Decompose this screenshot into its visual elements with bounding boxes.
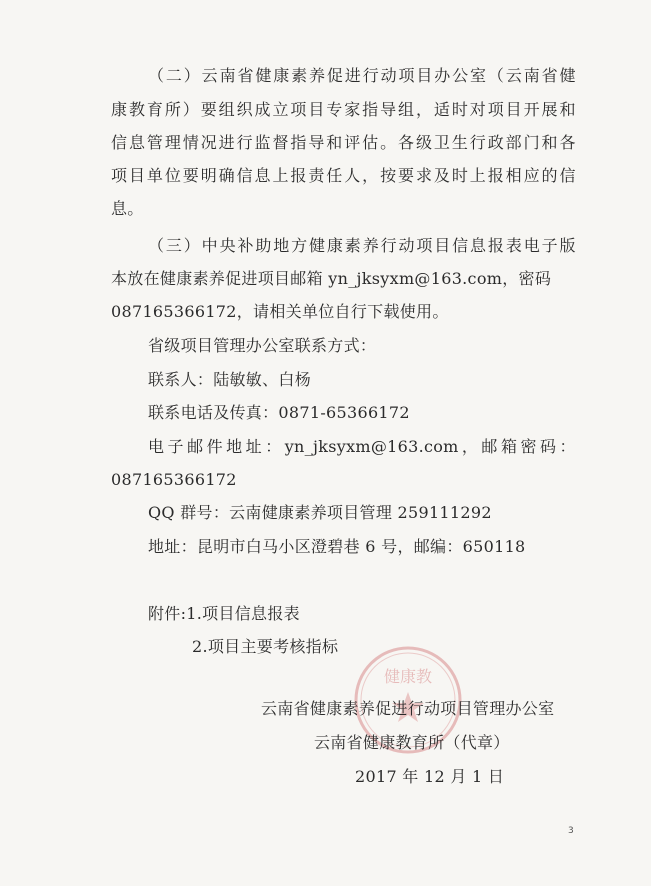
contact-phone: 联系电话及传真：0871-65366172 [148,403,410,422]
attachment-item-2: 2.项目主要考核指标 [192,637,339,656]
stamp-text: 健康教 [383,667,433,686]
paragraph-2-line-3: 信 息 管 理 情 况 进 行 监 督 指 导 和 评 估 。 各 级 卫 生 行 政 部 门 和 各 [111,133,576,152]
paragraph-2-line-2: 康 教 育 所 ） 要 组 织 成 立 项 目 专 家 指 导 组 ， 适 时 对 项 目 开 展 和 [111,100,576,119]
paragraph-2-line-1: （ 二 ） 云 南 省 健 康 素 养 促 进 行 动 项 目 办 公 室 （ 云 南 省 健 [148,66,576,85]
contact-address: 地址：昆明市白马小区澄碧巷 6 号，邮编：650118 [148,537,526,556]
paragraph-2-line-5: 息。 [111,199,144,218]
page-number: 3 [568,826,574,836]
signature-org-2: 云南省健康教育所（代章） [314,733,510,752]
contact-email-password: 087165366172 [111,470,237,489]
attachment-item-1: 附件:1.项目信息报表 [148,604,300,623]
contact-person: 联系人：陆敏敏、白杨 [148,370,312,389]
contact-heading: 省级项目管理办公室联系方式： [148,336,377,355]
contact-qq: QQ 群号：云南健康素养项目管理 259111292 [148,503,492,522]
signature-org-1: 云南省健康素养促进行动项目管理办公室 [261,699,555,718]
paragraph-2-line-4: 项 目 单 位 要 明 确 信 息 上 报 责 任 人 ， 按 要 求 及 时 上 报 相 应 的 信 [111,166,576,185]
paragraph-3-line-1: （ 三 ） 中 央 补 助 地 方 健 康 素 养 行 动 项 目 信 息 报 表 电 子 版 [148,236,576,255]
paragraph-3-line-2: 本放在健康素养促进项目邮箱 yn_jksyxm@163.com，密码 [111,269,552,288]
contact-email-line: 电 子 邮 件 地 址 ： yn_jksyxm@163.com ， 邮 箱 密 码 ： [148,437,576,456]
signature-date: 2017 年 12 月 1 日 [355,767,505,786]
paragraph-3-line-3: 087165366172，请相关单位自行下载使用。 [111,302,449,321]
